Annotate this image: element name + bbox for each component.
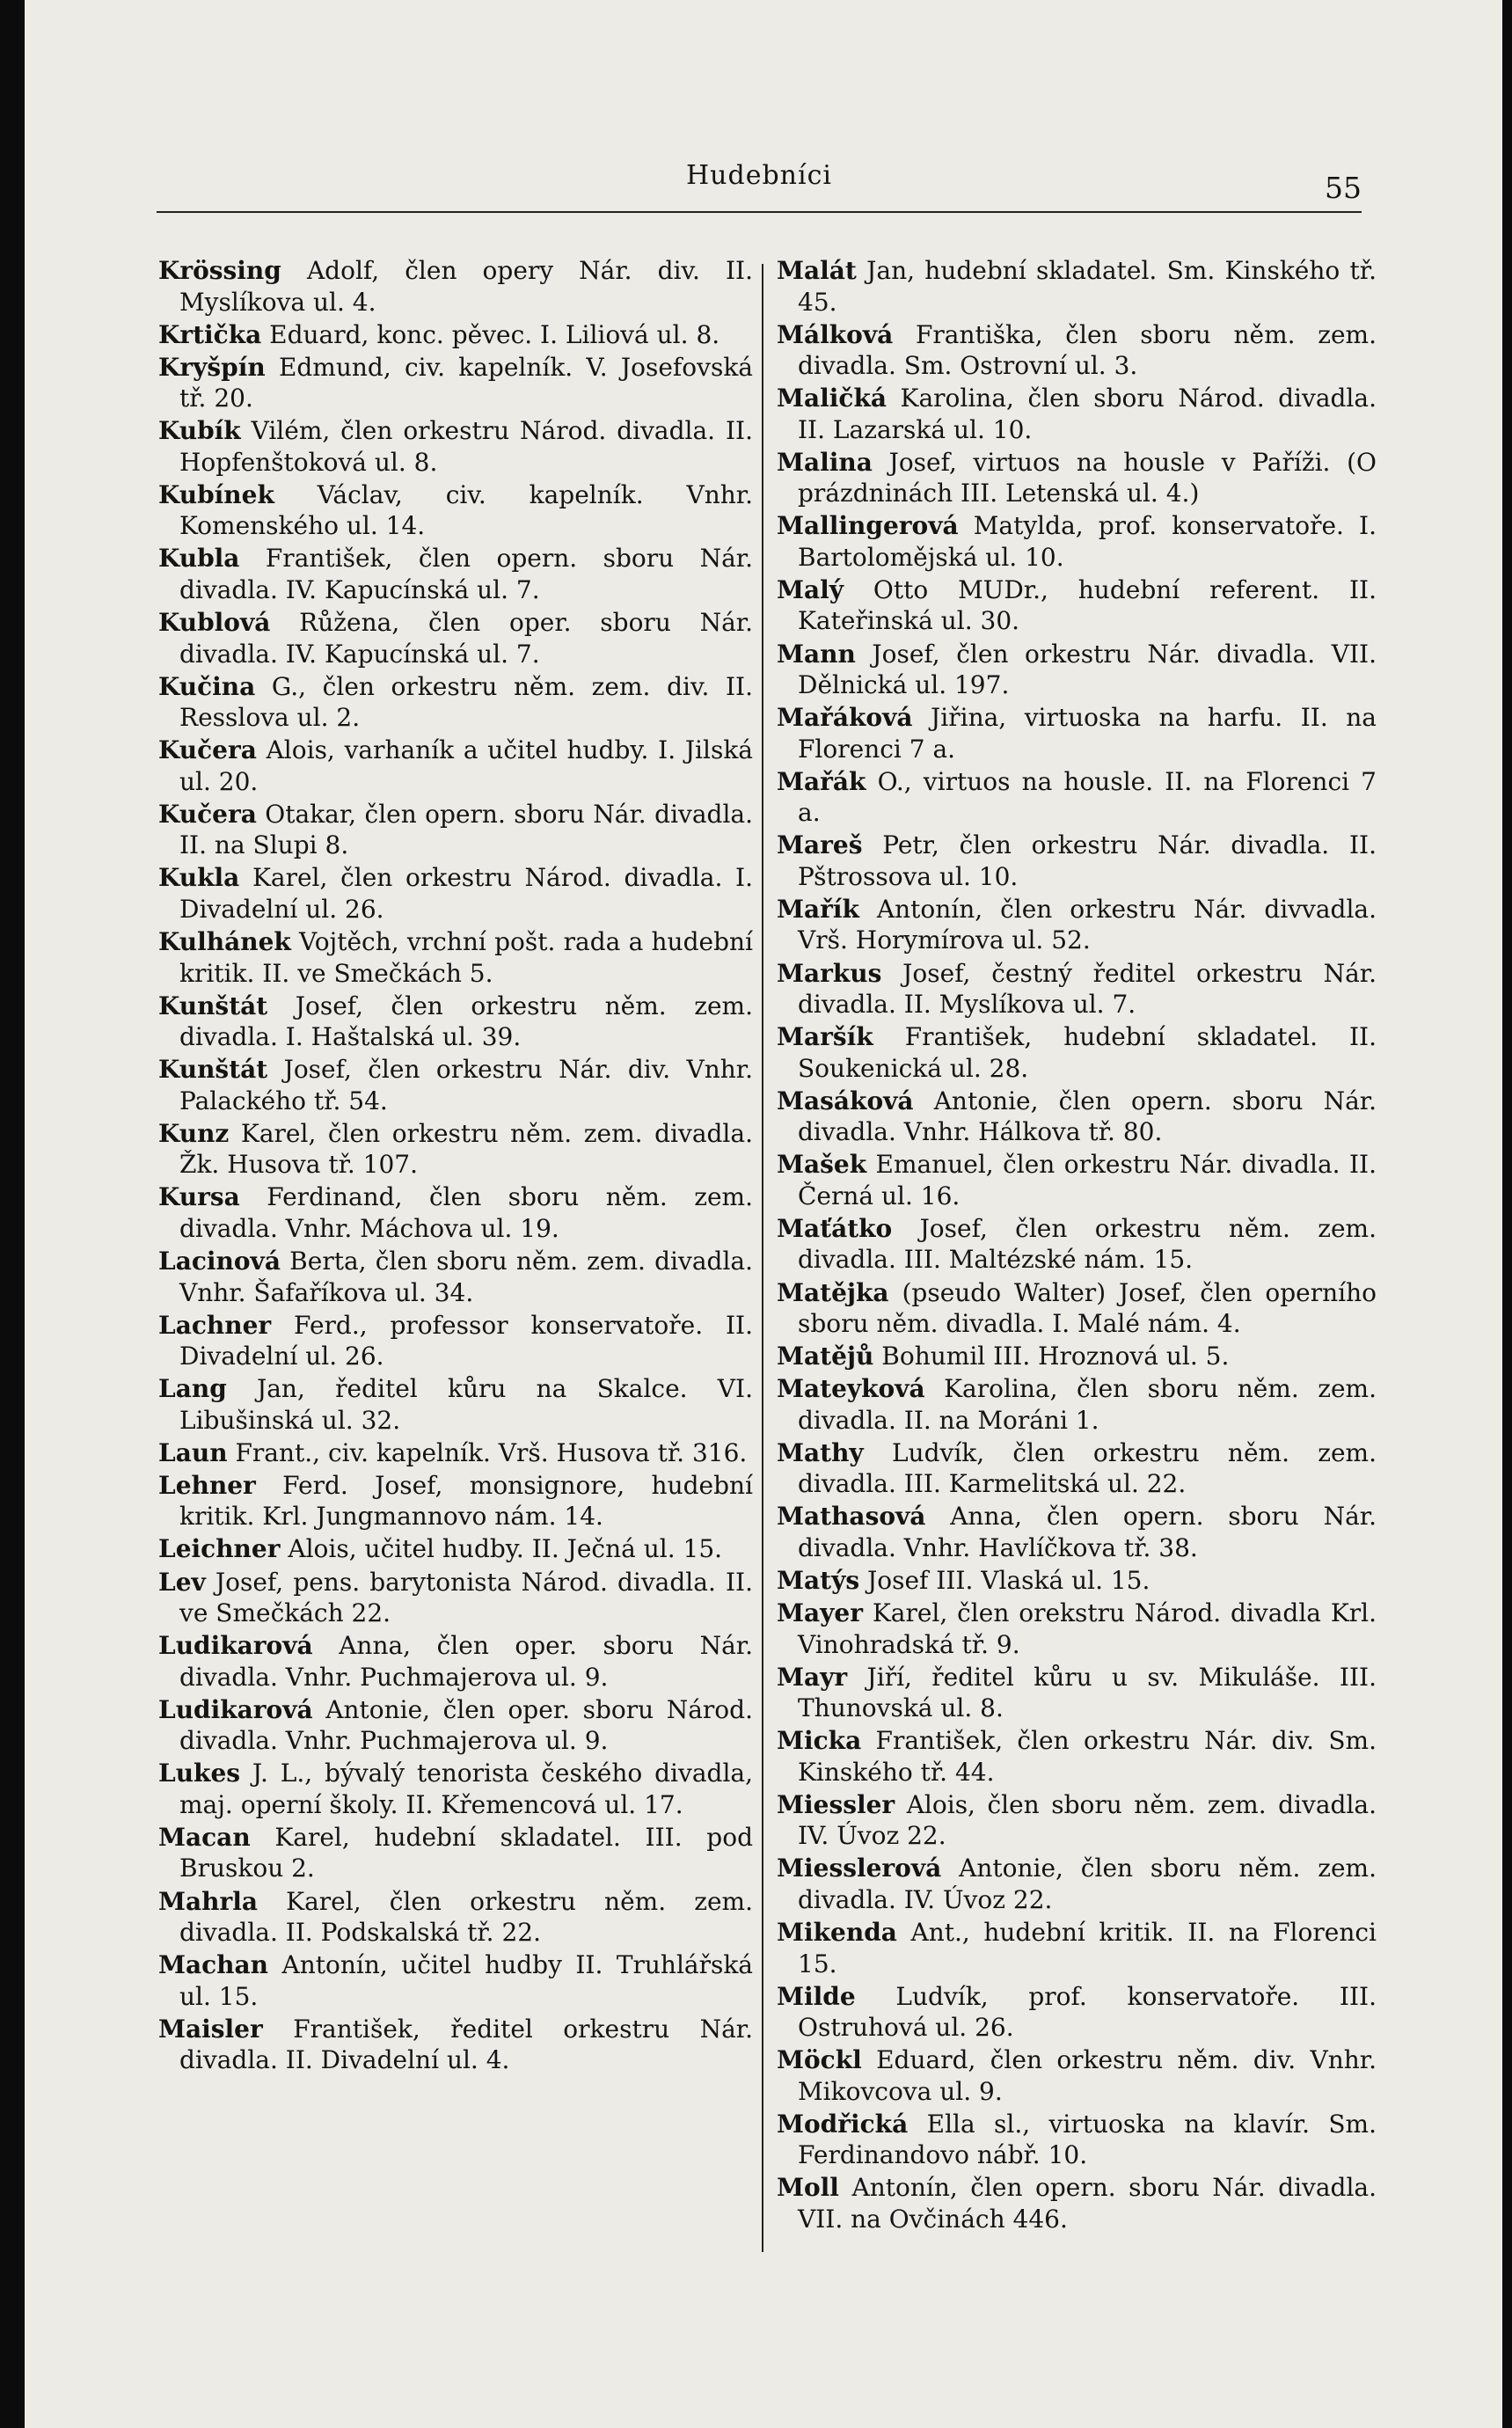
entry-name: Kubla: [158, 544, 240, 574]
entry-name: Maisler: [158, 2014, 263, 2044]
entry-description: Vojtěch, vrchní pošt. rada a hudební kritik. II. ve Smečkách 5.: [179, 927, 753, 988]
entry-name: Lacinová: [158, 1247, 281, 1276]
entry-name: Möckl: [777, 2045, 862, 2075]
entry-name: Micka: [777, 1726, 862, 1756]
directory-entry: [158, 255, 753, 318]
directory-entry: [777, 1565, 1377, 1597]
directory-entry: [777, 1373, 1377, 1436]
directory-entry: [777, 702, 1377, 764]
entry-description: Josef, pens. barytonista Národ. divadla. II. ve Smečkách 22.: [179, 1567, 753, 1628]
entry-name: Miessler: [777, 1789, 895, 1819]
entry-name: Krtička: [158, 319, 262, 349]
entry-name: Málková: [777, 319, 894, 349]
entry-name: Mateyková: [777, 1374, 925, 1404]
entry-name: Kunštát: [158, 991, 268, 1020]
entry-description: František, člen orkestru Nár. div. Sm. Kinského tř. 44.: [798, 1726, 1377, 1787]
entry-name: Mayr: [777, 1662, 848, 1692]
entry-description: Berta, člen sboru něm. zem. divadla. Vnhr. Šafaříkova ul. 34.: [179, 1247, 753, 1307]
entry-description: Ant., hudební kritik. II. na Florenci 15.: [798, 1918, 1377, 1978]
directory-entry: [777, 1917, 1377, 1979]
entry-description: Antonie, člen sboru něm. zem. divadla. IV. Úvoz 22.: [798, 1854, 1377, 1914]
entry-name: Lehner: [158, 1470, 256, 1500]
page-number: 55: [1325, 171, 1362, 205]
entry-name: Macan: [158, 1822, 251, 1852]
entry-name: Mařík: [777, 894, 859, 924]
entry-name: Matějů: [777, 1342, 874, 1371]
entry-description: Karel, hudební skladatel. III. pod Bruskou 2.: [179, 1822, 753, 1883]
entry-description: František, hudební skladatel. II. Soukenická ul. 28.: [798, 1022, 1377, 1083]
entry-name: Malý: [777, 574, 844, 604]
entry-name: Mahrla: [158, 1886, 259, 1916]
entry-name: Modřická: [777, 2109, 909, 2139]
entry-name: Mathasová: [777, 1502, 926, 1532]
directory-entry: [777, 1277, 1377, 1340]
entry-description: Františka, člen sboru něm. zem. divadla. Sm. Ostrovní ul. 3.: [798, 319, 1377, 381]
directory-entry: [158, 1630, 753, 1693]
entry-description: Matylda, prof. konservatoře. I. Bartolomějská ul. 10.: [798, 511, 1377, 572]
entry-description: Antonín, člen orkestru Nár. divvadla. Vrš. Horymírova ul. 52.: [798, 894, 1377, 955]
entry-description: Adolf, člen opery Nár. div. II. Myslíkova ul. 4.: [179, 256, 754, 317]
directory-entry: [777, 383, 1377, 445]
entry-name: Masáková: [777, 1086, 914, 1115]
entry-description: Václav, civ. kapelník. Vnhr. Komenského ul. 14.: [179, 479, 753, 541]
directory-entry: [777, 1853, 1377, 1915]
directory-entry: [158, 479, 753, 542]
entry-description: Jan, ředitel kůru na Skalce. VI. Libušinská ul. 32.: [179, 1374, 753, 1435]
entry-name: Mikenda: [777, 1918, 897, 1948]
entry-name: Kubínek: [158, 479, 274, 509]
entry-description: Alois, varhaník a učitel hudby. I. Jilská ul. 20.: [179, 735, 753, 796]
directory-entry: [158, 352, 753, 414]
directory-entry: [158, 1181, 753, 1244]
directory-entry: [158, 1470, 753, 1532]
entry-description: Josef, člen orkestru něm. zem. divadla. I. Haštalská ul. 39.: [179, 991, 754, 1052]
directory-entry: [777, 447, 1377, 509]
entry-description: O., virtuos na housle. II. na Florenci 7 a.: [798, 766, 1377, 828]
entry-description: Josef, člen orkestru Nár. div. Vnhr. Palackého tř. 54.: [179, 1055, 753, 1115]
directory-entry: [158, 1118, 753, 1181]
entry-name: Leichner: [158, 1534, 281, 1564]
directory-entry: [158, 735, 753, 797]
entry-name: Kučina: [158, 671, 256, 701]
entry-name: Moll: [777, 2173, 839, 2203]
directory-entry: [158, 1758, 753, 1820]
directory-entry: [777, 1021, 1377, 1084]
entry-description: Jiřina, virtuoska na harfu. II. na Florenci 7 a.: [798, 703, 1377, 764]
entry-description: Emanuel, člen orkestru Nár. divadla. II. Černá ul. 16.: [798, 1150, 1377, 1210]
entry-name: Lang: [158, 1374, 227, 1404]
directory-entry: [777, 894, 1377, 956]
entry-name: Ludikarová: [158, 1694, 313, 1724]
book-page: [25, 0, 1502, 2428]
directory-entry: [777, 1437, 1377, 1500]
entry-name: Ludikarová: [158, 1631, 313, 1661]
entry-name: Kubík: [158, 416, 241, 446]
directory-entry: [158, 991, 753, 1053]
directory-entry: [158, 862, 753, 925]
entry-name: Malina: [777, 447, 873, 477]
running-title: Hudebníci: [686, 160, 832, 191]
entry-name: Kunštát: [158, 1055, 268, 1085]
directory-entry: [777, 1086, 1377, 1148]
directory-entry: [777, 2109, 1377, 2171]
entry-name: Kursa: [158, 1182, 240, 1212]
directory-entry: [158, 1949, 753, 2012]
entry-description: Ferd. Josef, monsignore, hudební kritik. Krl. Jungmannovo nám. 14.: [179, 1470, 754, 1532]
directory-entry: [158, 2014, 753, 2076]
entry-description: Vilém, člen orkestru Národ. divadla. II. Hopfenštoková ul. 8.: [179, 416, 753, 477]
entry-name: Mašek: [777, 1150, 867, 1180]
directory-entry: [158, 1567, 753, 1629]
entry-description: Ludvík, člen orkestru něm. zem. divadla. III. Karmelitská ul. 22.: [798, 1437, 1377, 1499]
directory-entry: [777, 2044, 1377, 2107]
entry-description: Josef, virtuos na housle v Paříži. (O prázdninách III. Letenská ul. 4.): [798, 447, 1377, 508]
entry-description: Karel, člen orkestru Národ. divadla. I. Divadelní ul. 26.: [179, 863, 753, 924]
directory-entry: [158, 926, 753, 989]
entry-name: Lachner: [158, 1310, 272, 1340]
entry-description: Eduard, člen orkestru něm. div. Vnhr. Mikovcova ul. 9.: [798, 2045, 1377, 2106]
entry-description: Josef, člen orkestru Nár. divadla. VII. Dělnická ul. 197.: [798, 639, 1377, 700]
directory-entry: [777, 766, 1377, 829]
entry-description: Ferd., professor konservatoře. II. Divadelní ul. 26.: [179, 1310, 753, 1371]
column-divider: [762, 264, 763, 2252]
entry-name: Laun: [158, 1437, 228, 1467]
header-rule: [157, 211, 1362, 213]
directory-entry: [777, 510, 1377, 573]
directory-entry: [777, 958, 1377, 1020]
entry-description: Ludvík, prof. konservatoře. III. Ostruhová ul. 26.: [798, 1981, 1377, 2043]
entry-name: Kučera: [158, 799, 257, 829]
entry-description: Bohumil III. Hroznová ul. 5.: [881, 1342, 1230, 1371]
entry-description: Jiří, ředitel kůru u sv. Mikuláše. III. Thunovská ul. 8.: [798, 1662, 1377, 1723]
directory-entry: [158, 1822, 753, 1884]
entry-name: Matějka: [777, 1277, 889, 1307]
entry-description: Jan, hudební skladatel. Sm. Kinského tř. 45.: [798, 256, 1377, 317]
directory-entry: [777, 830, 1377, 892]
entry-description: (pseudo Walter) Josef, člen operního sboru něm. divadla. I. Malé nám. 4.: [798, 1277, 1377, 1338]
directory-entry: [158, 799, 753, 861]
entry-description: František, ředitel orkestru Nár. divadla. II. Divadelní ul. 4.: [179, 2014, 753, 2075]
entry-name: Kunz: [158, 1118, 230, 1148]
directory-entry: [158, 1694, 753, 1757]
directory-entry: [777, 1213, 1377, 1276]
entry-description: Karolina, člen sboru něm. zem. divadla. II. na Moráni 1.: [798, 1374, 1377, 1435]
entry-name: Mařák: [777, 766, 866, 796]
entry-description: Antonín, učitel hudby II. Truhlářská ul. 15.: [179, 1950, 754, 2011]
entry-name: Mařáková: [777, 703, 913, 733]
directory-entry: [158, 1437, 753, 1469]
left-column: [158, 255, 753, 2077]
right-column: [777, 255, 1377, 2236]
entry-description: Anna, člen opern. sboru Nár. divadla. Vnhr. Havlíčkova tř. 38.: [798, 1502, 1377, 1562]
entry-description: Karel, člen orkestru něm. zem. divadla. Žk. Husova tř. 107.: [179, 1118, 753, 1180]
directory-entry: [777, 1725, 1377, 1788]
directory-entry: [777, 639, 1377, 701]
entry-description: Antonie, člen oper. sboru Národ. divadla. Vnhr. Puchmajerova ul. 9.: [179, 1694, 753, 1756]
entry-description: Eduard, konc. pěvec. I. Liliová ul. 8.: [269, 319, 720, 349]
entry-name: Matýs: [777, 1565, 860, 1595]
entry-name: Milde: [777, 1981, 856, 2011]
directory-entry: [777, 1149, 1377, 1211]
directory-entry: [777, 1981, 1377, 2044]
directory-entry: [158, 415, 753, 478]
entry-description: G., člen orkestru něm. zem. div. II. Resslova ul. 2.: [179, 671, 753, 733]
directory-entry: [777, 1789, 1377, 1852]
entry-description: Josef, člen orkestru něm. zem. divadla. III. Maltézské nám. 15.: [798, 1213, 1377, 1275]
directory-entry: [777, 2172, 1377, 2234]
entry-name: Kučera: [158, 735, 257, 765]
directory-entry: [777, 1501, 1377, 1563]
entry-description: Antonie, člen opern. sboru Nár. divadla. Vnhr. Hálkova tř. 80.: [798, 1086, 1377, 1147]
directory-entry: [158, 1373, 753, 1436]
entry-name: Mayer: [777, 1598, 863, 1628]
entry-description: Karolina, člen sboru Národ. divadla. II. Lazarská ul. 10.: [798, 384, 1377, 444]
entry-description: Karel, člen orekstru Národ. divadla Krl. Vinohradská tř. 9.: [798, 1598, 1377, 1659]
entry-description: Otakar, člen opern. sboru Nár. divadla. II. na Slupi 8.: [179, 799, 754, 860]
directory-entry: [777, 319, 1377, 382]
directory-entry: [158, 1533, 753, 1565]
entry-description: Ella sl., virtuoska na klavír. Sm. Ferdinandovo nábř. 10.: [798, 2109, 1377, 2170]
entry-name: Lukes: [158, 1759, 241, 1788]
entry-name: Mann: [777, 639, 856, 669]
entry-name: Maličká: [777, 384, 887, 413]
entry-name: Maťátko: [777, 1213, 893, 1243]
directory-entry: [158, 671, 753, 734]
entry-name: Mareš: [777, 830, 863, 860]
entry-description: Ferdinand, člen sboru něm. zem. divadla. Vnhr. Máchova ul. 19.: [179, 1182, 753, 1243]
entry-name: Kublová: [158, 608, 271, 638]
entry-name: Kulhánek: [158, 927, 291, 957]
directory-entry: [158, 1246, 753, 1308]
directory-entry: [158, 1310, 753, 1372]
entry-name: Kukla: [158, 863, 240, 893]
entry-name: Krössing: [158, 256, 281, 285]
directory-entry: [777, 1341, 1377, 1372]
entry-description: Edmund, civ. kapelník. V. Josefovská tř. 20.: [179, 352, 753, 413]
entry-description: Frant., civ. kapelník. Vrš. Husova tř. 316.: [235, 1437, 748, 1467]
entry-name: Machan: [158, 1950, 269, 1980]
entry-name: Kryšpín: [158, 352, 266, 382]
entry-description: Otto MUDr., hudební referent. II. Kateřinská ul. 30.: [798, 574, 1377, 636]
directory-entry: [777, 255, 1377, 318]
entry-description: Anna, člen oper. sboru Nár. divadla. Vnhr. Puchmajerova ul. 9.: [179, 1631, 753, 1692]
entry-description: Josef III. Vlaská ul. 15.: [867, 1565, 1150, 1595]
entry-name: Maršík: [777, 1022, 873, 1052]
directory-entry: [777, 1662, 1377, 1724]
entry-name: Markus: [777, 958, 882, 988]
entry-description: J. L., bývalý tenorista českého divadla, maj. operní školy. II. Křemencová ul. 17.: [179, 1759, 753, 1819]
page-header: [157, 158, 1362, 211]
directory-entry: [158, 319, 753, 351]
entry-description: Růžena, člen oper. sboru Nár. divadla. IV. Kapucínská ul. 7.: [179, 608, 754, 669]
directory-entry: [777, 1598, 1377, 1660]
entry-description: Antonín, člen opern. sboru Nár. divadla. VII. na Ovčinách 446.: [798, 2173, 1377, 2234]
entry-name: Mallingerová: [777, 511, 959, 541]
entry-description: Alois, učitel hudby. II. Ječná ul. 15.: [288, 1534, 723, 1564]
entry-description: Karel, člen orkestru něm. zem. divadla. II. Podskalská tř. 22.: [179, 1886, 753, 1948]
directory-entry: [158, 543, 753, 605]
directory-entry: [158, 607, 753, 669]
entry-name: Lev: [158, 1567, 206, 1597]
directory-entry: [777, 574, 1377, 637]
entry-description: František, člen opern. sboru Nár. divadla. IV. Kapucínská ul. 7.: [179, 544, 753, 604]
entry-description: Alois, člen sboru něm. zem. divadla. IV. Úvoz 22.: [798, 1789, 1377, 1851]
entry-name: Malát: [777, 256, 857, 285]
entry-name: Miesslerová: [777, 1854, 942, 1883]
entry-description: Josef, čestný ředitel orkestru Nár. divadla. II. Myslíkova ul. 7.: [798, 958, 1377, 1020]
directory-entry: [158, 1054, 753, 1116]
entry-name: Mathy: [777, 1437, 864, 1467]
directory-entry: [158, 1886, 753, 1949]
entry-description: Petr, člen orkestru Nár. divadla. II. Pštrossova ul. 10.: [798, 830, 1377, 891]
